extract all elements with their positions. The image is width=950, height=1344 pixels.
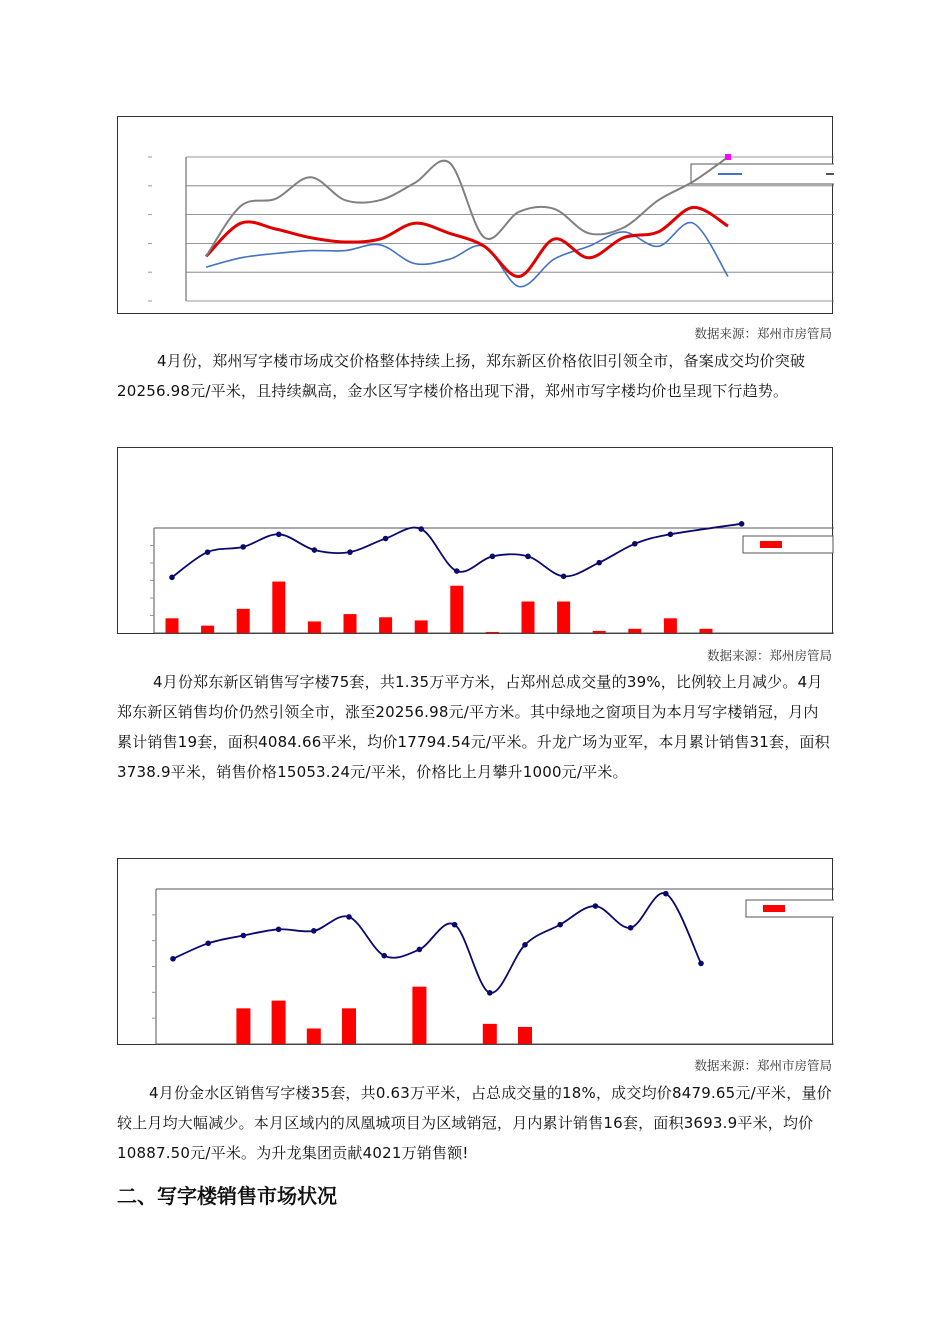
- chart2-bar: [700, 629, 713, 633]
- chart2-point: [205, 549, 211, 555]
- chart3-point: [628, 925, 634, 931]
- chart2-point: [739, 521, 745, 527]
- price-trend-chart: [117, 116, 833, 314]
- chart2-bar: [522, 602, 535, 634]
- chart2-point: [490, 554, 496, 560]
- chart2-bar: [557, 602, 570, 634]
- chart2-point: [240, 544, 246, 550]
- chart2-point: [418, 526, 424, 532]
- chart3-point: [311, 928, 317, 934]
- chart1-end-marker: [725, 154, 731, 160]
- zhengdong-sales-chart-svg: [118, 448, 834, 635]
- chart3-trend-line: [173, 893, 701, 993]
- chart2-bar: [237, 609, 250, 633]
- chart3-point: [170, 956, 176, 962]
- chart3-point: [417, 947, 423, 953]
- chart2-bar: [664, 618, 677, 633]
- chart1-series-line-2: [206, 207, 728, 276]
- chart3-legend-swatch: [763, 905, 785, 912]
- chart3-point: [698, 961, 704, 967]
- chart3-point: [663, 891, 669, 897]
- chart2-point: [454, 568, 460, 574]
- chart3-point: [487, 990, 493, 996]
- chart3-source: 数据来源：郑州市房管局: [694, 1058, 832, 1073]
- chart2-source: 数据来源：郑州房管局: [706, 648, 832, 663]
- chart3-bar: [518, 1027, 532, 1044]
- jinshui-sales-chart-svg: [118, 859, 834, 1046]
- chart2-bar: [272, 582, 285, 633]
- chart3-bar: [307, 1029, 321, 1045]
- chart3-bar: [272, 1001, 286, 1044]
- chart3-point: [205, 940, 211, 946]
- chart3-bar: [236, 1008, 250, 1044]
- price-trend-chart-svg: [118, 117, 834, 315]
- chart3-bar: [483, 1024, 497, 1044]
- chart3-point: [346, 914, 352, 920]
- chart2-point: [276, 532, 282, 538]
- chart3-point: [593, 903, 599, 909]
- chart2-bar: [486, 632, 499, 633]
- chart2-point: [312, 547, 318, 553]
- paragraph-jinshui: 4月份金水区销售写字楼35套，共0.63万平米，占总成交量的18%，成交均价8479.65元/平米，量价较上月均大幅减少。本月区域内的凤凰城项目为区域销冠，月内累计销售16套，面积3693.9平米，均价10887.50元/平米。为升龙集团贡献4021万销售额!: [117, 1084, 832, 1162]
- chart2-point: [347, 549, 353, 555]
- chart3-point: [381, 953, 387, 959]
- chart2-point: [596, 560, 602, 566]
- chart3-point: [522, 942, 528, 948]
- chart2-bar: [166, 618, 179, 633]
- chart2-point: [668, 532, 674, 538]
- jinshui-sales-chart: [117, 858, 833, 1045]
- chart3-bar: [412, 987, 426, 1044]
- chart3-point: [557, 922, 563, 928]
- chart2-legend-swatch: [760, 541, 782, 548]
- chart3-point: [452, 922, 458, 928]
- section-heading: 二、写字楼销售市场状况: [117, 1184, 337, 1208]
- chart1-source: 数据来源：郑州市房管局: [694, 326, 832, 341]
- chart2-point: [383, 536, 389, 542]
- chart2-bar: [201, 626, 214, 633]
- chart1-legend-box: [691, 164, 834, 184]
- paragraph-price-overview: 4月份，郑州写字楼市场成交价格整体持续上扬，郑东新区价格依旧引领全市，备案成交均价突破20256.98元/平米，且持续飙高，金水区写字楼价格出现下滑，郑州市写字楼均价也呈现下行趋势。: [117, 352, 806, 400]
- chart2-legend-box: [743, 536, 833, 553]
- zhengdong-sales-chart: [117, 447, 833, 634]
- chart3-point: [241, 933, 247, 939]
- chart2-bar: [308, 621, 321, 633]
- chart2-bar: [344, 614, 357, 633]
- chart2-bar: [450, 586, 463, 633]
- chart2-point: [561, 574, 567, 580]
- chart2-bar: [379, 617, 392, 633]
- chart2-point: [169, 575, 175, 581]
- chart3-legend-box: [746, 900, 834, 917]
- chart2-point: [525, 554, 531, 560]
- chart2-bar: [628, 629, 641, 633]
- chart2-bar: [593, 631, 606, 633]
- chart2-point: [632, 541, 638, 547]
- chart2-bar: [415, 620, 428, 633]
- chart3-bar: [342, 1008, 356, 1044]
- paragraph-zhengdong: 4月份郑东新区销售写字楼75套，共1.35万平方米，占郑州总成交量的39%，比例较上月减少。4月郑东新区销售均价仍然引领全市，涨至20256.98元/平方米。其中绿地之窗项目为本月写字楼销冠，月内累计销售19套，面积4084.66平米，均价17794.54元/平米。升龙广场为亚军，本月累计销售31套，面积3738.9平米，销售价格15053.24元/平米，价格比上月攀升1000元/平米。: [117, 673, 830, 781]
- chart3-point: [276, 927, 282, 933]
- chart1-series-line-3: [206, 157, 728, 256]
